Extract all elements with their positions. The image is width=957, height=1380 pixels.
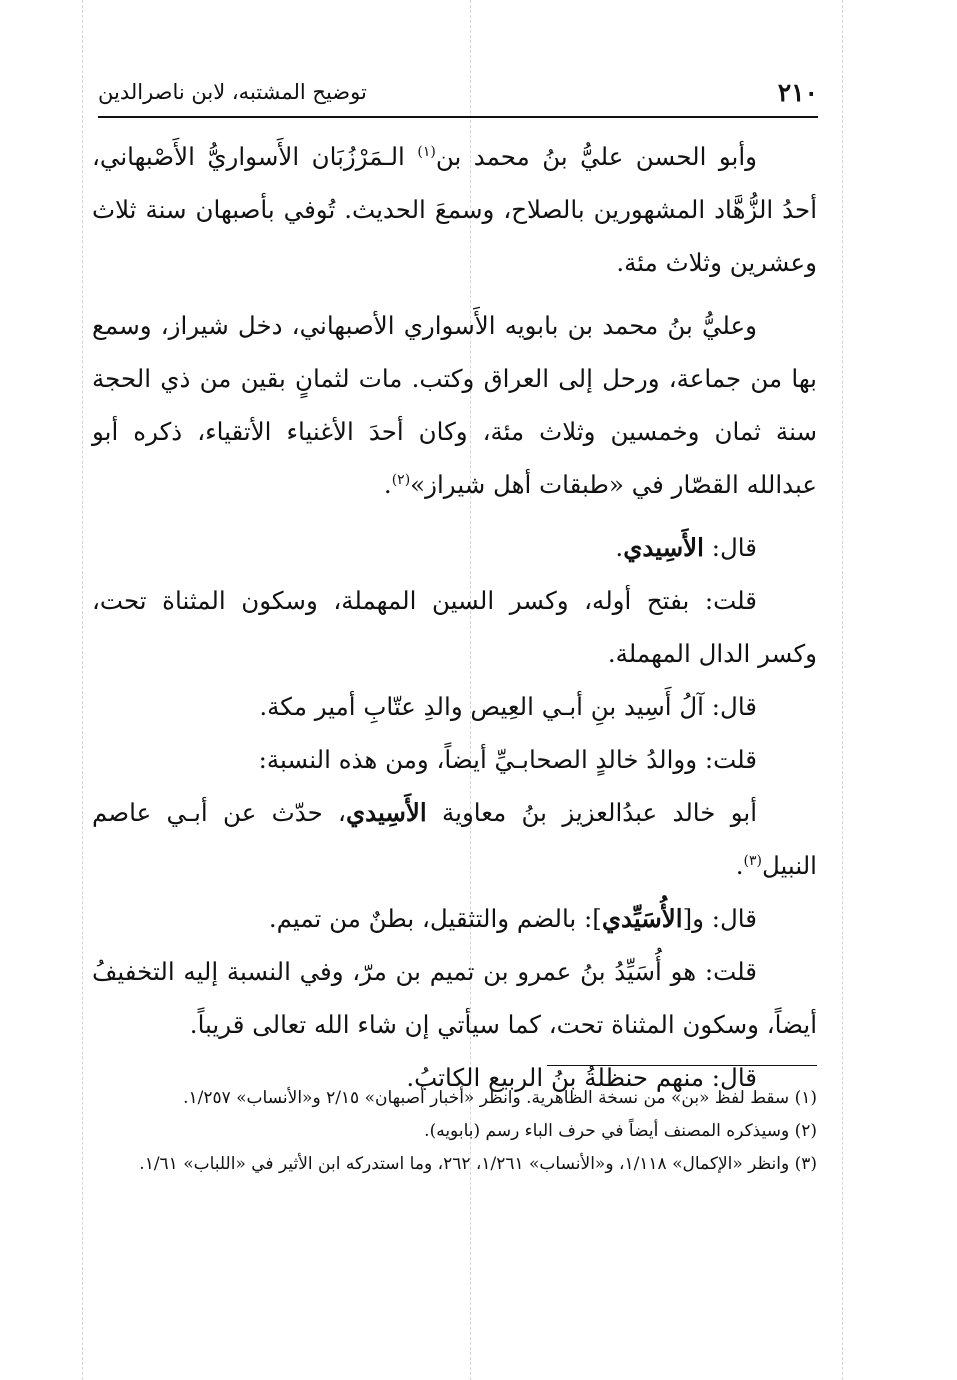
footnote-1: (١) سقط لفظ «بن» من نسخة الظاهرية. وانظر «أخبار أصبهان» ٢/١٥ و«الأنساب» ١/٢٥٧. (183, 1088, 817, 1108)
entry-heading: الأَسِيدي (345, 798, 427, 827)
paragraph-4: قلت: بفتح أوله، وكسر السين المهملة، وسكون المثناة تحت، وكسر الدال المهملة. (92, 586, 817, 668)
page-number: ٢١٠ (777, 78, 818, 107)
footnote-separator (547, 1065, 817, 1066)
scan-guide-line (842, 0, 843, 1380)
footnote-3: (٣) وانظر «الإكمال» ١/١١٨، و«الأنساب» ١/٢٦١، ٢٦٢، وما استدركه ابن الأثير في «اللباب» ١/٦١. (139, 1154, 817, 1174)
footnote-ref-2: (٢) (391, 471, 411, 488)
paragraph-3 (92, 521, 817, 574)
running-title: توضيح المشتبه، لابن ناصرالدين (98, 80, 367, 104)
paragraph-10: قال: منهم حنظلةُ بنُ الربيع الكاتبُ. (406, 1063, 757, 1092)
paragraph-9: قلت: هو أُسَيِّدُ بنُ عمرو بن تميم بن مرّ، وفي النسبة إليه التخفيفُ أيضاً، وسكون المثناة تحت، كما سيأتي إن شاء الله تعالى قريباً. (92, 957, 817, 1039)
paragraph-text: . (735, 851, 744, 880)
paragraph-text: وأبو الحسن عليُّ بنُ محمد بن (435, 142, 758, 171)
page-header (98, 68, 818, 118)
paragraph-5: قال: آلُ أَسِيد بنِ أبـي العِيص والدِ عتّابِ أمير مكة. (259, 692, 757, 721)
paragraph-8 (92, 892, 817, 945)
footnotes (92, 1082, 817, 1181)
main-text (92, 130, 817, 1104)
scan-guide-line (82, 0, 83, 1380)
paragraph-1 (92, 130, 817, 289)
entry-heading: الأُسَيِّدي (601, 904, 683, 933)
entry-heading: الأَسِيدي (623, 533, 704, 562)
paragraph-7 (92, 786, 817, 892)
paragraph-text: ]: بالضم والتثقيل، بطنٌ من تميم. (268, 904, 602, 933)
paragraph-text: . (383, 470, 392, 499)
footnote-ref-3: (٣) (743, 852, 762, 869)
paragraph-text: ، حدّث عن أبـي عاصم النبيل (92, 798, 817, 880)
footnote-2: (٢) وسيذكره المصنف أيضاً في حرف الباء رسم (بابويه). (424, 1121, 817, 1141)
paragraph-2 (92, 299, 817, 511)
paragraph-text: قال: (703, 533, 757, 562)
paragraph-text: أبو خالد عبدُالعزيز بنُ معاوية (426, 798, 757, 827)
paragraph-6: قلت: ووالدُ خالدٍ الصحابـيِّ أيضاً، ومن هذه النسبة: (258, 745, 757, 774)
paragraph-text: قال: و[ (682, 904, 757, 933)
paragraph-text: وعليُّ بنُ محمد بن بابويه الأَسواري الأصبهاني، دخل شيراز، وسمع بها من جماعة، ورحل إلى العراق وكتب. مات لثمانٍ بقين من ذي الحجة سنة ثمان وخمسين وثلاث مئة، وكان أحدَ الأغنياء الأتقياء، ذكره أبو عبدالله القصّار في «طبقات أهل شيراز» (92, 311, 817, 499)
paragraph-text: الـمَرْزُبَان الأَسواريُّ الأَصْبهاني، أحدُ الزُّهَّاد المشهورين بالصلاح، وسمعَ الحديث. تُوفي بأصبهان سنة ثلاث وعشرين وثلاث مئة. (92, 142, 817, 277)
footnote-ref-1: (١) (417, 143, 436, 160)
paragraph-text: . (615, 533, 624, 562)
